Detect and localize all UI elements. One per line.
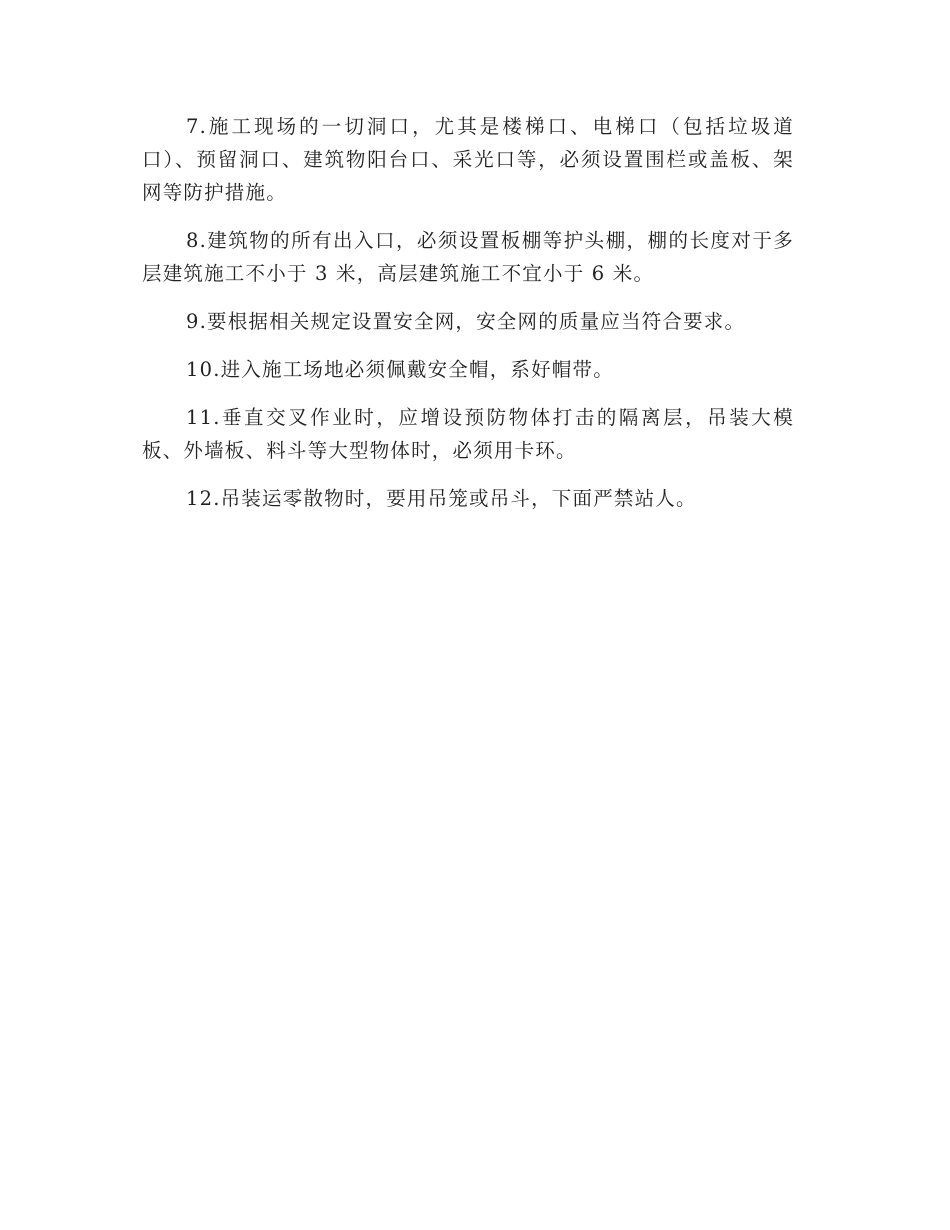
paragraph-item-11: 11.垂直交叉作业时，应增设预防物体打击的隔离层，吊装大模板、外墙板、料斗等大型物体时，必须用卡环。 bbox=[142, 406, 794, 462]
paragraph-item-12: 12.吊装运零散物时，要用吊笼或吊斗，下面严禁站人。 bbox=[186, 487, 697, 510]
paragraph-item-9: 9.要根据相关规定设置安全网，安全网的质量应当符合要求。 bbox=[186, 310, 746, 333]
paragraph-item-10: 10.进入施工场地必须佩戴安全帽，系好帽带。 bbox=[186, 358, 614, 381]
paragraph-item-8: 8.建筑物的所有出入口，必须设置板棚等护头棚，棚的长度对于多层建筑施工不小于 3 米，高层建筑施工不宜小于 6 米。 bbox=[142, 229, 794, 285]
paragraph-item-7: 7.施工现场的一切洞口，尤其是楼梯口、电梯口（包括垃圾道口）、预留洞口、建筑物阳台口、采光口等，必须设置围栏或盖板、架网等防护措施。 bbox=[142, 115, 794, 204]
document-body bbox=[142, 110, 794, 530]
